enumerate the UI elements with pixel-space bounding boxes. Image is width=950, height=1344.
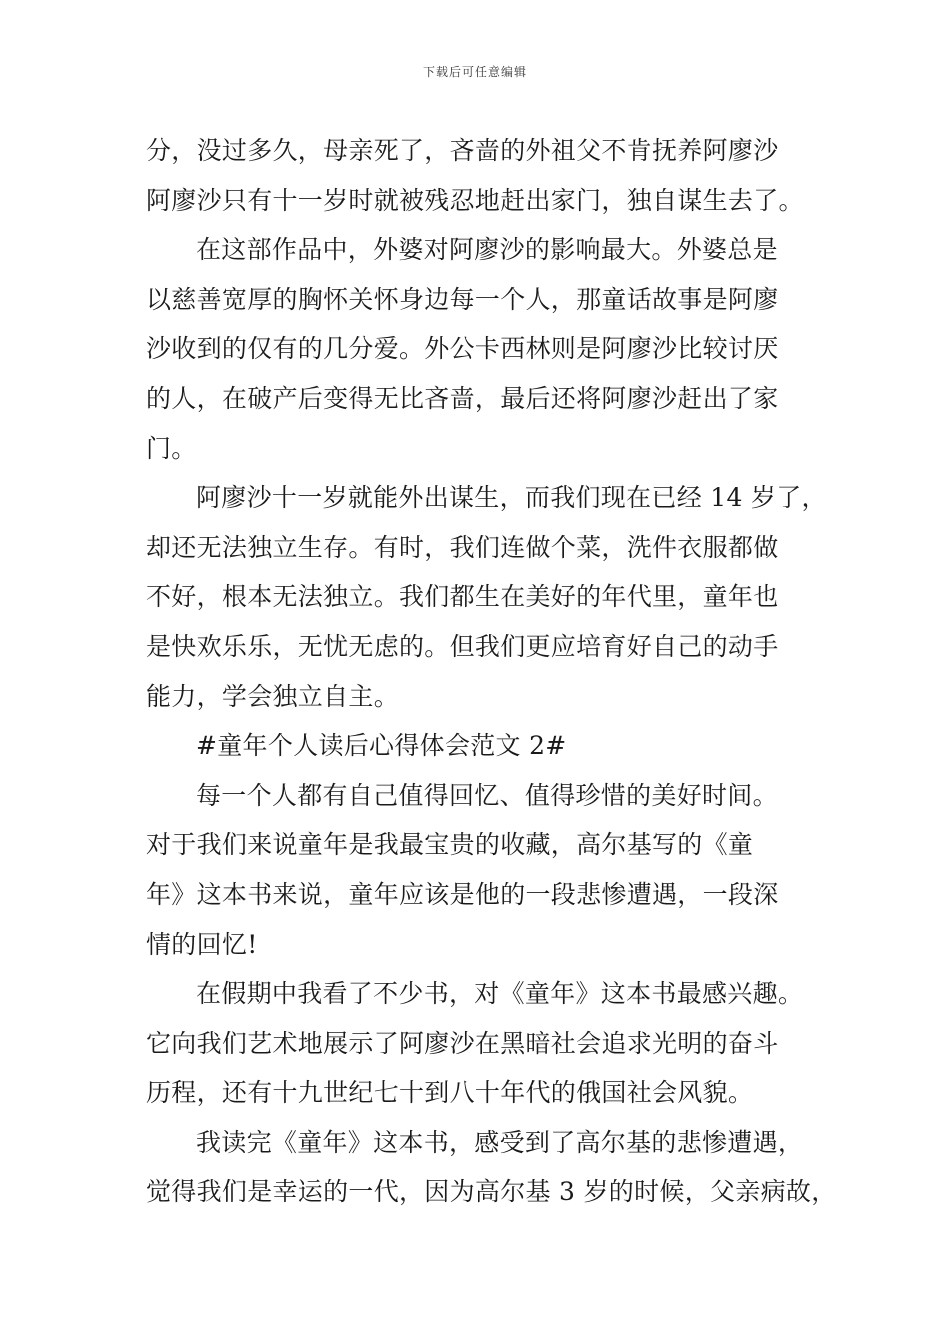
text-line: 历程，还有十九世纪七十到八十年代的俄国社会风貌。 — [146, 1078, 754, 1108]
text-line: 以慈善宽厚的胸怀关怀身边每一个人，那童话故事是阿廖 — [146, 284, 779, 314]
text-line: 情的回忆! — [146, 929, 258, 959]
text-line: 对于我们来说童年是我最宝贵的收藏，高尔基写的《童 — [146, 830, 754, 860]
text-line: 阿廖沙只有十一岁时就被残忍地赶出家门，独自谋生去了。 — [146, 185, 804, 215]
text-line: 在这部作品中，外婆对阿廖沙的影响最大。外婆总是 — [196, 235, 778, 265]
text-line: 却还无法独立生存。有时，我们连做个菜，洗件衣服都做 — [146, 532, 779, 562]
text-line: 阿廖沙十一岁就能外出谋生，而我们现在已经 14 岁了， — [196, 483, 827, 513]
page-header: 下载后可任意编辑 — [422, 65, 527, 79]
text-line: 门。 — [146, 433, 197, 463]
text-line: 每一个人都有自己值得回忆、值得珍惜的美好时间。 — [196, 780, 778, 810]
text-line: 的人，在破产后变得无比吝啬，最后还将阿廖沙赶出了家 — [146, 383, 779, 413]
text-line: 它向我们艺术地展示了阿廖沙在黑暗社会追求光明的奋斗 — [146, 1028, 779, 1058]
text-line: 是快欢乐乐，无忧无虑的。但我们更应培育好自己的动手 — [146, 631, 779, 661]
text-line: 不好，根本无法独立。我们都生在美好的年代里，童年也 — [146, 582, 779, 612]
body-text — [146, 126, 837, 1217]
text-line: 在假期中我看了不少书，对《童年》这本书最感兴趣。 — [196, 979, 804, 1009]
text-line: 年》这本书来说，童年应该是他的一段悲惨遭遇，一段深 — [146, 879, 779, 909]
text-line: 沙收到的仅有的几分爱。外公卡西林则是阿廖沙比较讨厌 — [146, 334, 779, 364]
text-line: 能力，学会独立自主。 — [146, 681, 400, 711]
section-heading: #童年个人读后心得体会范文 2# — [196, 731, 567, 761]
text-line: 分，没过多久，母亲死了，吝啬的外祖父不肯抚养阿廖沙 — [146, 136, 779, 165]
text-line: 我读完《童年》这本书，感受到了高尔基的悲惨遭遇， — [196, 1127, 804, 1157]
text-line: 觉得我们是幸运的一代，因为高尔基 3 岁的时候，父亲病故， — [146, 1177, 837, 1207]
